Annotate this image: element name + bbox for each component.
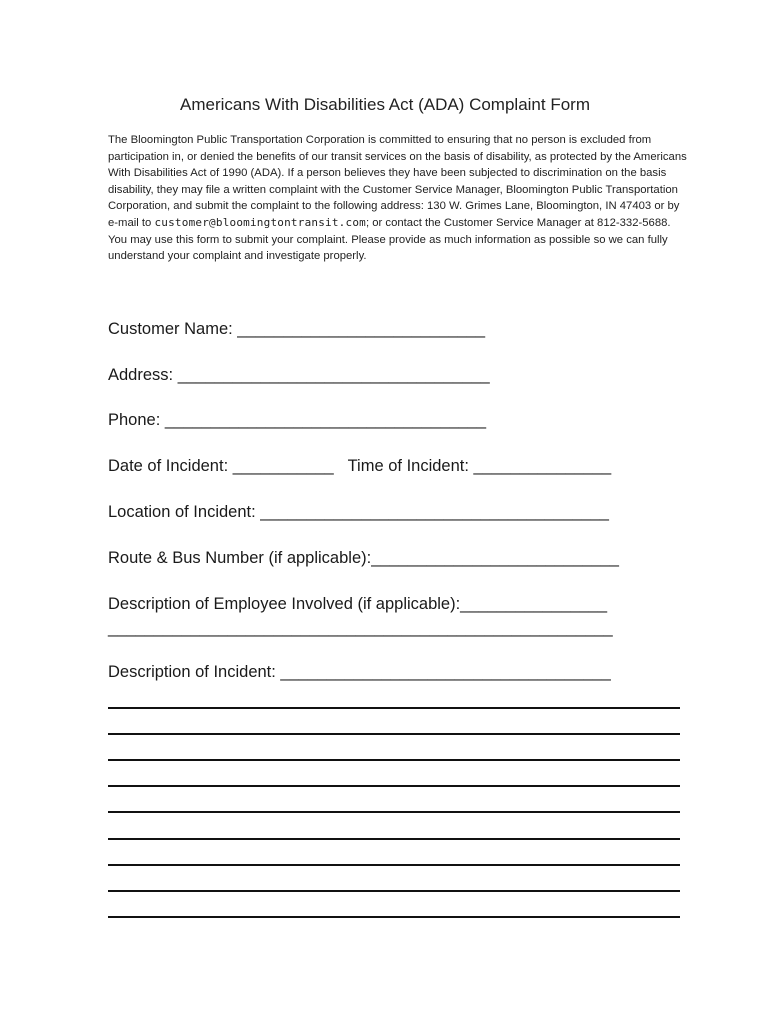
- date-of-incident-blank[interactable]: ___________: [228, 457, 334, 475]
- phone-field[interactable]: [108, 411, 486, 430]
- incident-description-blank[interactable]: ____________________________________: [275, 663, 611, 681]
- location-blank[interactable]: ______________________________________: [255, 503, 609, 521]
- email-address: customer@bloomingtontransit.com: [154, 215, 366, 229]
- incident-description-field[interactable]: [108, 663, 611, 682]
- employee-description-line2[interactable]: [108, 619, 613, 638]
- incident-description-line[interactable]: [108, 733, 680, 735]
- intro-paragraph: [108, 132, 688, 265]
- customer-name-label: Customer Name:: [108, 320, 233, 338]
- phone-label: Phone:: [108, 411, 161, 429]
- incident-description-label: Description of Incident:: [108, 663, 276, 681]
- location-field[interactable]: [108, 503, 609, 522]
- customer-name-blank[interactable]: ___________________________: [232, 320, 486, 338]
- incident-description-line[interactable]: [108, 838, 680, 840]
- phone-blank[interactable]: ___________________________________: [160, 411, 487, 429]
- incident-description-line[interactable]: [108, 864, 680, 866]
- address-label: Address:: [108, 366, 174, 384]
- time-of-incident-label: Time of Incident:: [347, 457, 469, 475]
- employee-description-label: Description of Employee Involved (if applicable):: [108, 595, 461, 613]
- route-bus-field[interactable]: [108, 549, 619, 568]
- location-label: Location of Incident:: [108, 503, 256, 521]
- incident-description-line[interactable]: [108, 707, 680, 709]
- route-bus-blank[interactable]: ___________________________: [371, 549, 619, 567]
- address-blank[interactable]: __________________________________: [173, 366, 490, 384]
- employee-description-blank[interactable]: ________________: [460, 595, 607, 613]
- customer-name-field[interactable]: [108, 320, 485, 339]
- incident-description-line[interactable]: [108, 890, 680, 892]
- intro-text-continued: ; or contact the Customer Service Manager at 812-332-5688. You may use this form to submit your complaint. Please provide as much information as possible so we can fully understand your complaint and investigate properly.: [108, 216, 671, 263]
- incident-description-line[interactable]: [108, 811, 680, 813]
- form-title: Americans With Disabilities Act (ADA) Complaint Form: [180, 95, 590, 114]
- employee-description-field[interactable]: [108, 595, 607, 614]
- date-time-row: [108, 457, 611, 476]
- date-of-incident-label: Date of Incident:: [108, 457, 229, 475]
- time-of-incident-blank[interactable]: _______________: [468, 457, 612, 475]
- intro-text: The Bloomington Public Transportation Corporation is committed to ensuring that no person is excluded from participation in, or denied the benefits of our transit services on the basis of disability, as protected by the Americans With Disabilities Act of 1990 (ADA). If a person believes they have been subjected to discrimination on the basis disability, they may file a written complaint with the Customer Service Manager, Bloomington Public Transportation Corporation, and submit the complaint to the following address: 130 W. Grimes Lane, Bloomington, IN 47403 or by e-mail to: [108, 134, 687, 229]
- address-field[interactable]: [108, 366, 490, 385]
- incident-description-line[interactable]: [108, 785, 680, 787]
- incident-description-line[interactable]: [108, 916, 680, 918]
- employee-description-blank-2[interactable]: _______________________________________________________: [108, 619, 613, 637]
- route-bus-label: Route & Bus Number (if applicable):: [108, 549, 372, 567]
- incident-description-line[interactable]: [108, 759, 680, 761]
